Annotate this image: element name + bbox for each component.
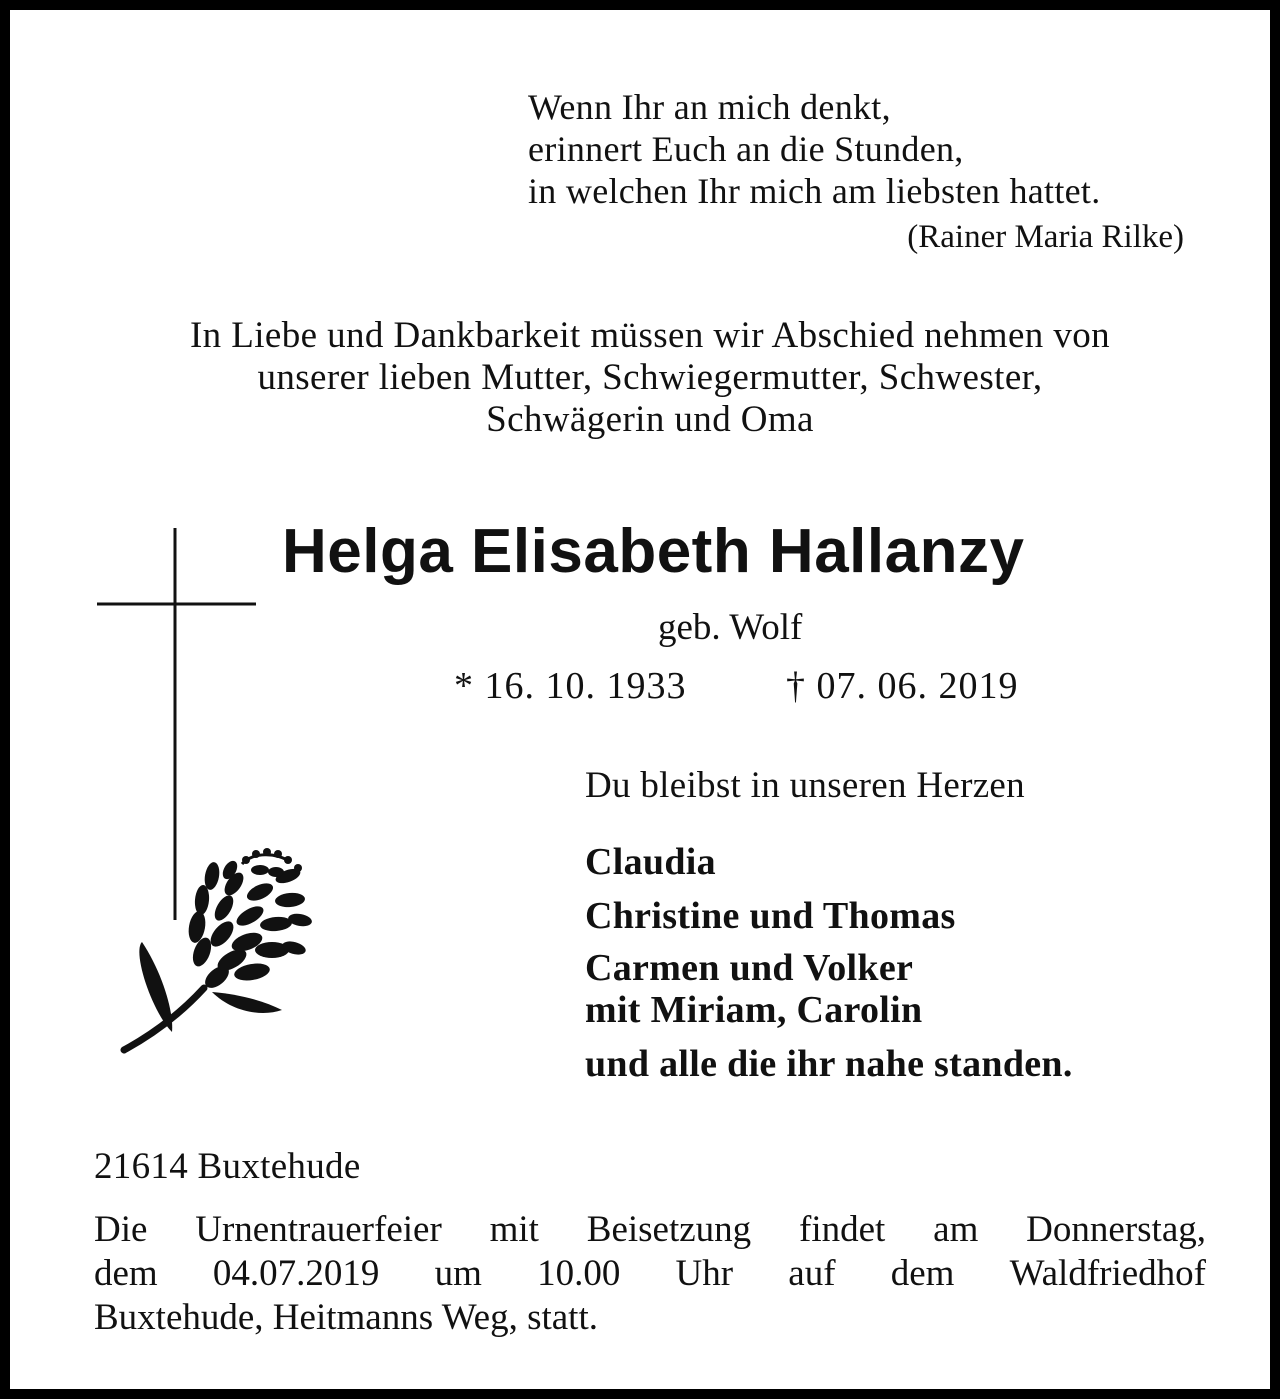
mourner-line: Carmen und Volker [585, 947, 914, 989]
service-notice [94, 1208, 1206, 1340]
service-word: Beisetzung [586, 1209, 752, 1250]
poem-line: Wenn Ihr an mich denkt, [528, 87, 891, 127]
city: 21614 Buxtehude [94, 1146, 361, 1187]
poem-line: in welchen Ihr mich am liebsten hattet. [528, 171, 1101, 211]
maiden-name: geb. Wolf [658, 607, 803, 648]
intro-line: Schwägerin und Oma [486, 399, 814, 440]
poem-line: erinnert Euch an die Stunden, [528, 129, 964, 169]
mourner-line: Christine und Thomas [585, 895, 956, 937]
intro-text [80, 315, 1220, 441]
service-word: Waldfriedhof [1009, 1253, 1206, 1294]
death-date: † 07. 06. 2019 [786, 665, 1019, 707]
service-word: Die [94, 1209, 148, 1250]
service-word: dem [94, 1253, 158, 1294]
mourner-line: mit Miriam, Carolin [585, 989, 923, 1031]
service-line [94, 1296, 1206, 1340]
intro-line: unserer lieben Mutter, Schwiegermutter, Schwester, [257, 357, 1043, 398]
service-word: 10.00 [537, 1253, 621, 1294]
intro-line: In Liebe und Dankbarkeit müssen wir Abschied nehmen von [189, 315, 1111, 356]
service-word: Buxtehude, Heitmanns Weg, statt. [94, 1297, 598, 1338]
poem [528, 86, 1101, 212]
deceased-name: Helga Elisabeth Hallanzy [282, 517, 1025, 586]
service-word: um [434, 1253, 482, 1294]
service-word: 04.07.2019 [212, 1253, 380, 1294]
service-word: auf [788, 1253, 836, 1294]
birth-date: * 16. 10. 1933 [454, 665, 687, 707]
service-word: dem [890, 1253, 955, 1294]
mourner-line: Claudia [585, 841, 716, 883]
service-word: Uhr [675, 1253, 734, 1294]
mourner-line: und alle die ihr nahe standen. [585, 1043, 1073, 1085]
service-word: Urnentrauerfeier [195, 1209, 442, 1250]
poem-author: (Rainer Maria Rilke) [907, 219, 1184, 255]
service-line [94, 1208, 1206, 1252]
service-word: Donnerstag, [1026, 1209, 1206, 1250]
service-line [94, 1252, 1206, 1296]
service-word: mit [489, 1209, 539, 1250]
motto: Du bleibst in unseren Herzen [585, 765, 1025, 806]
service-word: findet [799, 1209, 886, 1250]
service-word: am [933, 1209, 979, 1250]
